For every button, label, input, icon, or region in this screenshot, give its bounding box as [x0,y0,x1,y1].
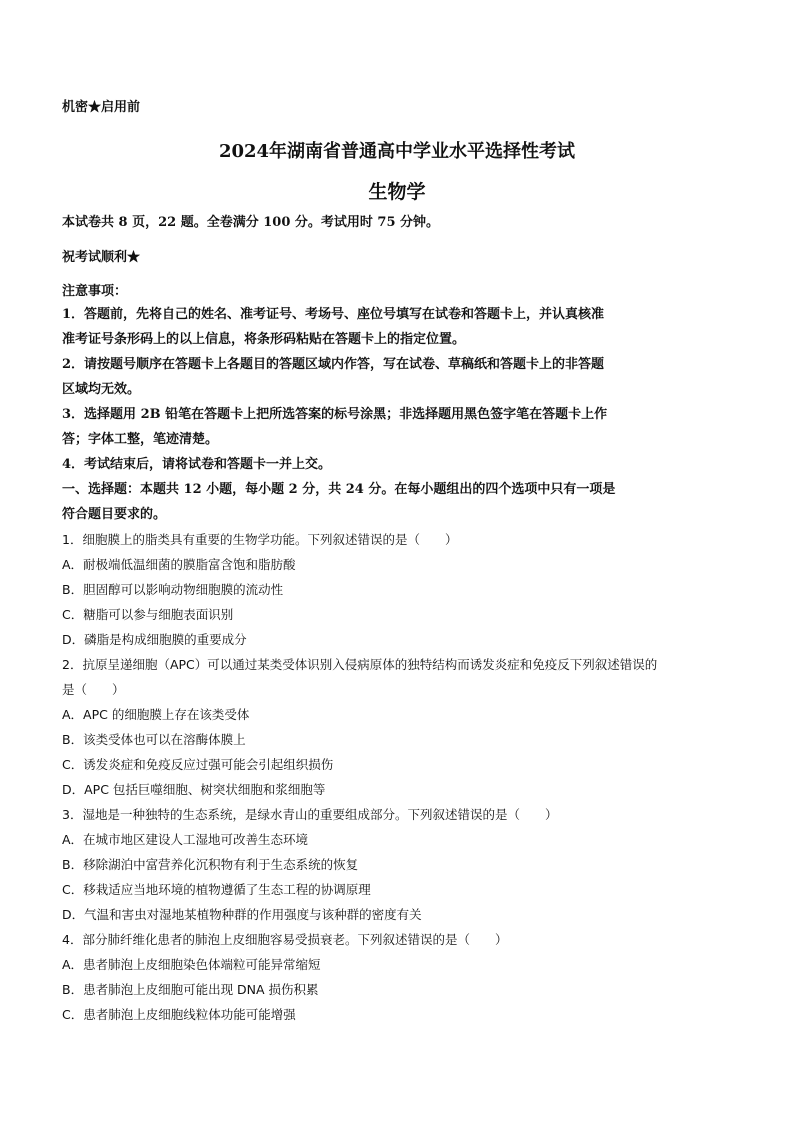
notice-item: 1．答题前，先将自己的姓名、准考证号、考场号、座位号填写在试卷和答题卡上，并认真核准 [62,307,605,322]
answer-option: B．移除湖泊中富营养化沉积物有利于生态系统的恢复 [62,857,359,872]
notice-item: 答；字体工整，笔迹清楚。 [62,432,219,447]
question-stem: 3．湿地是一种独特的生态系统，是绿水青山的重要组成部分。下列叙述错误的是（ ） [62,807,558,822]
question-stem: 1．细胞膜上的脂类具有重要的生物学功能。下列叙述错误的是（ ） [62,532,458,547]
question-stem: 2．抗原呈递细胞（APC）可以通过某类受体识别入侵病原体的独特结构而诱发炎症和免疫反下列叙述错误的 [62,657,658,672]
answer-option: A．在城市地区建设人工湿地可改善生态环境 [62,832,309,847]
section-heading: 一、选择题：本题共 12 小题，每小题 2 分，共 24 分。在每小题组出的四个选项中只有一项是 [62,482,616,497]
exam-title: 2024年湖南省普通高中学业水平选择性考试 [218,141,576,162]
notice-item: 3．选择题用 2B 铅笔在答题卡上把所选答案的标号涂黑；非选择题用黑色签字笔在答题卡上作 [62,407,608,422]
answer-option: A．患者肺泡上皮细胞染色体端粒可能异常缩短 [62,957,321,972]
answer-option: D．气温和害虫对湿地某植物种群的作用强度与该种群的密度有关 [62,907,422,922]
notice-heading: 注意事项： [62,284,128,299]
section-heading-cont: 符合题目要求的。 [62,507,167,522]
answer-option: C．患者肺泡上皮细胞线粒体功能可能增强 [62,1007,296,1022]
answer-option: D．磷脂是构成细胞膜的重要成分 [62,632,247,647]
exam-info: 本试卷共 8 页，22 题。全卷满分 100 分。考试用时 75 分钟。 [62,215,440,230]
answer-option: A．耐极端低温细菌的膜脂富含饱和脂肪酸 [62,557,296,572]
notice-item: 区域均无效。 [62,382,141,397]
notice-item: 2．请按题号顺序在答题卡上各题目的答题区域内作答，写在试卷、草稿纸和答题卡上的非答题 [62,357,605,372]
answer-option: C．移栽适应当地环境的植物遵循了生态工程的协调原理 [62,882,371,897]
notice-item: 4．考试结束后，请将试卷和答题卡一并上交。 [62,457,332,472]
answer-option: B．该类受体也可以在溶酶体膜上 [62,732,246,747]
notice-item: 准考证号条形码上的以上信息，将条形码粘贴在答题卡上的指定位置。 [62,332,466,347]
answer-option: A．APC 的细胞膜上存在该类受体 [62,707,250,722]
answer-option: C．糖脂可以参与细胞表面识别 [62,607,234,622]
answer-option: D．APC 包括巨噬细胞、树突状细胞和浆细胞等 [62,782,326,797]
answer-option: C．诱发炎症和免疫反应过强可能会引起组织损伤 [62,757,334,772]
question-stem: 4．部分肺纤维化患者的肺泡上皮细胞容易受损衰老。下列叙述错误的是（ ） [62,932,508,947]
question-stem-cont: 是（ ） [62,682,125,697]
confidential-label: 机密★启用前 [62,100,141,115]
answer-option: B．胆固醇可以影响动物细胞膜的流动性 [62,582,284,597]
subject-title: 生物学 [368,181,426,203]
answer-option: B．患者肺泡上皮细胞可能出现 DNA 损伤积累 [62,982,319,997]
good-luck: 祝考试顺利★ [62,250,141,265]
